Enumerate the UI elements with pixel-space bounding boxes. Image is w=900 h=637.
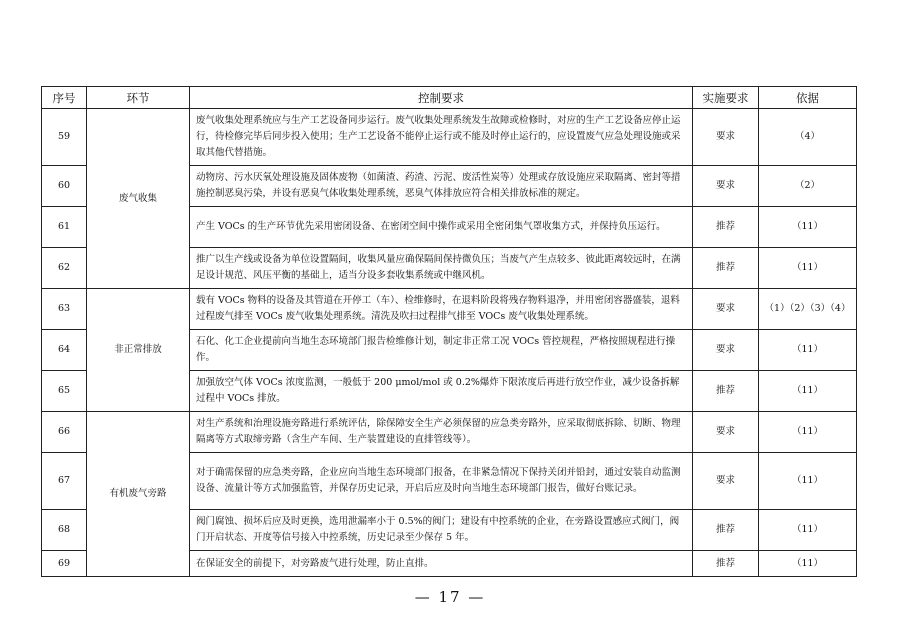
table-header-row (42, 87, 857, 109)
row-basis: （11） (759, 371, 857, 412)
row-basis: （11） (759, 412, 857, 453)
row-requirement: 阀门腐蚀、损坏后应及时更换，选用泄漏率小于 0.5%的阀门；建设有中控系统的企业，在旁路设置感应式阀门，阀门开启状态、开度等信号接入中控系统，历史记录至少保存 5 年。 (190, 510, 693, 551)
row-requirement: 废气收集处理系统应与生产工艺设备同步运行。废气收集处理系统发生故障或检修时，对应的生产工艺设备应停止运行，待检修完毕后同步投入使用；生产工艺设备不能停止运行或不能及时停止运行的，应设置废气应急处理设施或采取其他代替措施。 (190, 109, 693, 166)
table-row (42, 289, 857, 330)
control-requirements-table (41, 86, 857, 577)
row-implementation: 要求 (693, 166, 759, 207)
row-requirement: 推广以生产线或设备为单位设置隔间，收集风量应确保隔间保持微负压；当废气产生点较多、彼此距离较远时，在满足设计规范、风压平衡的基础上，适当分设多套收集系统或中继风机。 (190, 248, 693, 289)
row-implementation: 要求 (693, 453, 759, 510)
section-organic-bypass: 有机废气旁路 (87, 412, 190, 577)
table-row (42, 412, 857, 453)
row-requirement: 在保证安全的前提下，对旁路废气进行处理，防止直排。 (190, 551, 693, 577)
row-requirement: 石化、化工企业提前向当地生态环境部门报告检维修计划，制定非正常工况 VOCs 管控规程，严格按照规程进行操作。 (190, 330, 693, 371)
row-number: 66 (42, 412, 87, 453)
page-number: — 17 — (414, 588, 486, 606)
section-abnormal-emission: 非正常排放 (87, 289, 190, 412)
row-requirement: 对于确需保留的应急类旁路，企业应向当地生态环境部门报备，在非紧急情况下保持关闭并铅封，通过安装自动监测设备、流量计等方式加强监管，并保存历史记录，开启后应及时向当地生态环境部门报告，做好台账记录。 (190, 453, 693, 510)
row-basis: （11） (759, 330, 857, 371)
row-requirement: 产生 VOCs 的生产环节优先采用密闭设备、在密闭空间中操作或采用全密闭集气罩收集方式，并保持负压运行。 (190, 207, 693, 248)
row-implementation: 推荐 (693, 248, 759, 289)
row-number: 63 (42, 289, 87, 330)
row-number: 68 (42, 510, 87, 551)
row-basis: （11） (759, 207, 857, 248)
header-index: 序号 (42, 87, 87, 109)
row-basis: （11） (759, 551, 857, 577)
row-implementation: 推荐 (693, 510, 759, 551)
section-exhaust-collection: 废气收集 (87, 109, 190, 289)
row-requirement: 动物房、污水厌氧处理设施及固体废物（如菌渣、药渣、污泥、废活性炭等）处理或存放设施应采取隔离、密封等措施控制恶臭污染，并设有恶臭气体收集处理系统，恶臭气体排放应符合相关排放标准的规定。 (190, 166, 693, 207)
row-number: 64 (42, 330, 87, 371)
table-row (42, 109, 857, 166)
header-stage: 环节 (87, 87, 190, 109)
header-implementation: 实施要求 (693, 87, 759, 109)
row-implementation: 要求 (693, 289, 759, 330)
row-basis: （11） (759, 248, 857, 289)
row-number: 65 (42, 371, 87, 412)
header-requirement: 控制要求 (190, 87, 693, 109)
row-basis: （2） (759, 166, 857, 207)
row-basis: （1）（2）（3）（4） (759, 289, 857, 330)
row-number: 62 (42, 248, 87, 289)
row-requirement: 对生产系统和治理设施旁路进行系统评估，除保障安全生产必须保留的应急类旁路外，应采取彻底拆除、切断、物理隔离等方式取缔旁路（含生产车间、生产装置建设的直排管线等）。 (190, 412, 693, 453)
row-implementation: 推荐 (693, 207, 759, 248)
row-requirement: 加强放空气体 VOCs 浓度监测，一般低于 200 μmol/mol 或 0.2%爆炸下限浓度后再进行放空作业，减少设备拆解过程中 VOCs 排放。 (190, 371, 693, 412)
row-implementation: 要求 (693, 330, 759, 371)
row-basis: （4） (759, 109, 857, 166)
row-basis: （11） (759, 510, 857, 551)
row-implementation: 推荐 (693, 371, 759, 412)
row-number: 60 (42, 166, 87, 207)
row-implementation: 要求 (693, 412, 759, 453)
header-basis: 依据 (759, 87, 857, 109)
row-number: 69 (42, 551, 87, 577)
row-number: 61 (42, 207, 87, 248)
row-basis: （11） (759, 453, 857, 510)
row-number: 67 (42, 453, 87, 510)
row-number: 59 (42, 109, 87, 166)
row-requirement: 载有 VOCs 物料的设备及其管道在开停工（车）、检维修时，在退料阶段将残存物料退净，并用密闭容器盛装，退料过程废气排至 VOCs 废气收集处理系统。清洗及吹扫过程排气排至 VOCs 废气收集处理系统。 (190, 289, 693, 330)
row-implementation: 要求 (693, 109, 759, 166)
row-implementation: 推荐 (693, 551, 759, 577)
